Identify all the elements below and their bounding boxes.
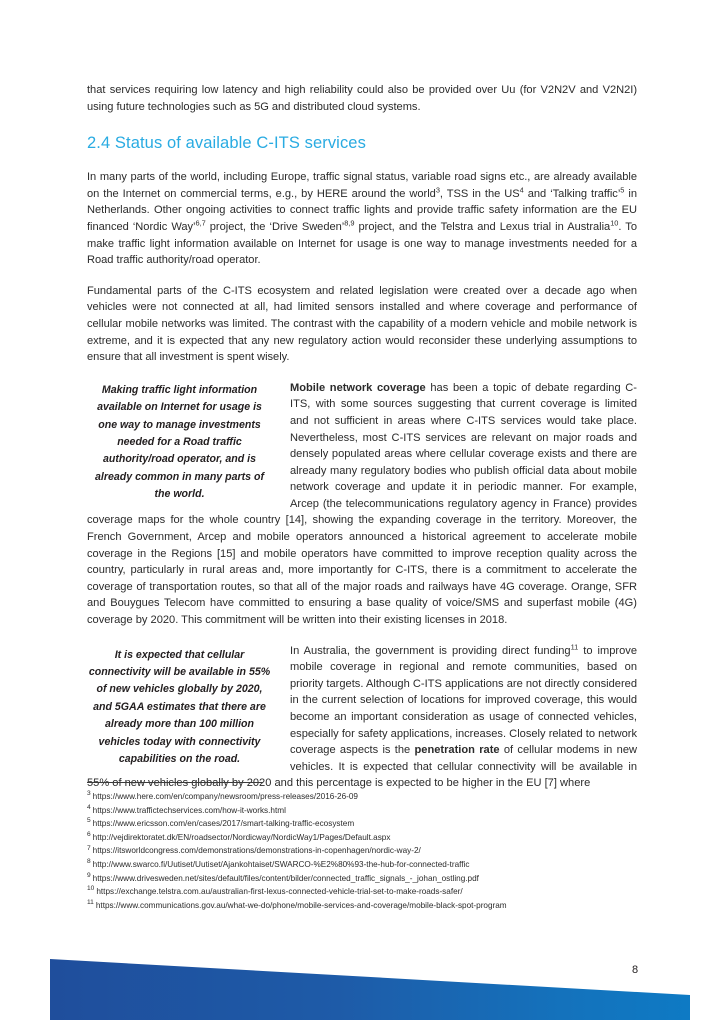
- text-run: project, the ‘Drive Sweden’: [205, 220, 345, 233]
- footnote-item: [87, 817, 647, 831]
- page-number: 8: [631, 964, 639, 976]
- footnote-number: 8: [87, 858, 91, 866]
- footnote-number: 11: [87, 899, 94, 907]
- paragraph-fundamental-parts: Fundamental parts of the C-ITS ecosystem and related legislation were created over a decade ago when vehicles were not connected at all, had limited sensors installed and where coverage and performance of cellular mobile networks was limited. The contrast with the capability of a modern vehicle and mobile network is extreme, and it is expected that any new regulatory action would reconsider these underlying assumptions to ensure that all investment is spent wisely.: [87, 284, 637, 364]
- pull-quote-cellular-connectivity: It is expected that cellular connectivity will be available in 55% of new vehicles globally by 2020, and 5GAA estimates that there are already more than 100 million vehicles today with connectivity capabilities on the road.: [88, 648, 271, 766]
- paragraph-world-services: [87, 169, 637, 269]
- footnote-item: [87, 831, 647, 845]
- page-content: [87, 82, 637, 806]
- footnote-url: https://www.drivesweden.net/sites/default/files/content/bilder/connected_traffic_signals_-_johan_ostling.pdf: [92, 873, 479, 883]
- footnote-url: http://vejdirektoratet.dk/EN/roadsector/Nordicway/NordicWay1/Pages/Default.aspx: [92, 832, 391, 842]
- coverage-flow-region: [87, 380, 637, 643]
- footer-wedge-shape: [0, 938, 724, 1024]
- footnote-section: [87, 782, 647, 912]
- pull-quote-traffic-light: Making traffic light information available on Internet for usage is one way to manage investments needed for a Road traffic authority/road operator, and is already common in many parts of the world.: [95, 383, 264, 501]
- text-run: has been a topic of debate regarding C-ITS, with some sources suggesting that current coverage is limited and not sufficient in areas where C-ITS services would take place. Nevertheless, most C-ITS services are relevant on major roads and densely populated areas where cellular coverage exists and there are already many regulatory bodies who publish official data about mobile network coverage and update it in periodic manner. For example, Arcep (the telecommunications regulatory agency in France) provides coverage maps for the whole country [14], showing the expanding coverage in the territory. Moreover, the French Government, Arcep and mobile operators announced a historical agreement to accelerate mobile coverage in the Regions [15] and mobile operators have committed to improve reception quality across the country, particularly in rural areas and, more importantly for C-ITS, there is a commitment to accelerate the coverage of transportation routes, so that all of the major roads and railways have 4G coverage. Orange, SFR and Bouygues Telecom have committed to ensuring a base quality of voice/SMS and superfast mobile (4G) coverage by 2020. This commitment will be written into their existing licenses in 2018.: [87, 381, 637, 627]
- footnote-number: 4: [87, 803, 91, 811]
- text-run: In many parts of the world, including Europe, traffic signal status, variable road signs etc., are already available on the Internet on commercial terms, e.g., by HERE around the world: [87, 171, 637, 200]
- footnote-separator-rule: [87, 782, 263, 783]
- footnote-number: 7: [87, 844, 91, 852]
- footnote-number: 5: [87, 817, 91, 825]
- footnote-item: [87, 844, 647, 858]
- lead-in-mobile-network-coverage: Mobile network coverage: [290, 381, 426, 394]
- footnote-item: [87, 872, 647, 886]
- footnote-url: https://www.here.com/en/company/newsroom/press-releases/2016-26-09: [92, 792, 358, 801]
- footnote-number: 10: [87, 885, 95, 893]
- footnote-ref-3: 3: [435, 185, 440, 195]
- footnote-ref-10: 10: [610, 218, 619, 228]
- footnote-ref-4: 4: [519, 185, 524, 195]
- footnote-number: 6: [87, 831, 91, 839]
- footnote-ref-8-9: 8,9: [344, 218, 355, 228]
- footnote-number: 9: [87, 871, 91, 879]
- footnote-list: [87, 790, 647, 912]
- text-run: project, and the Telstra and Lexus trial in Australia: [354, 220, 611, 233]
- footnote-item: [87, 899, 647, 913]
- text-run: and ‘Talking traffic’: [523, 187, 621, 200]
- text-run: in Netherlands. Other ongoing activities to connect traffic lights and provide traffic safety information are the EU financed ‘Nordic Way’: [87, 187, 637, 233]
- page-title: 2.4 Status of available C-ITS services: [87, 134, 366, 153]
- footnote-ref-6-7: 6,7: [195, 218, 206, 228]
- footnote-url: http://www.swarco.fi/Uutiset/Uutiset/Ajankohtaiset/SWARCO-%E2%80%93-the-hub-for-connected-traffic: [92, 859, 470, 869]
- footnote-item: [87, 790, 647, 804]
- footnote-url: https://exchange.telstra.com.au/australian-first-lexus-connected-vehicle-trial-set-to-make-roads-safer/: [96, 887, 463, 897]
- text-run: to improve mobile coverage in regional and remote communities, based on priority targets. Although C-ITS applications are not directly considered in the current selection of locations for improved coverage, this would become an important consideration as usage of connected vehicles, especially for safety applications, increases. Closely related to network coverage aspects is the: [290, 644, 637, 757]
- footnote-url: https://itsworldcongress.com/demonstrations/demonstrations-in-copenhagen/nordic-way-2/: [92, 846, 421, 856]
- footnote-url: https://www.communications.gov.au/what-we-do/phone/mobile-services-and-coverage/mobile-black-spot-program: [95, 900, 507, 910]
- footnote-item: [87, 858, 647, 872]
- lead-in-penetration-rate: penetration rate: [414, 744, 500, 757]
- footnote-ref-5: 5: [620, 185, 625, 195]
- text-run: In Australia, the government is providing direct funding: [290, 644, 571, 657]
- text-run: of cellular modems in new vehicles. It is expected that cellular connectivity will be available in 55% of new vehicles globally by 2020 and this percentage is expected to be higher in the EU [7] where: [87, 744, 637, 790]
- footnote-url: https://www.ericsson.com/en/cases/2017/smart-talking-traffic-ecosystem: [92, 819, 355, 829]
- footnote-item: [87, 885, 647, 899]
- text-run: . To make traffic light information available on Internet for usage is one way to manage investments needed for a Road traffic authority/road operator.: [87, 220, 637, 267]
- footer-decoration: [0, 938, 724, 1024]
- text-run: , TSS in the US: [439, 187, 520, 200]
- paragraph-intro: that services requiring low latency and high reliability could also be provided over Uu (for V2N2V and V2N2I) using future technologies such as 5G and distributed cloud systems.: [87, 84, 637, 113]
- footnote-url: https://www.traffictechservices.com/how-it-works.html: [92, 805, 286, 815]
- footnote-item: [87, 804, 647, 818]
- footnote-number: 3: [87, 790, 91, 798]
- footnote-ref-11: 11: [570, 641, 579, 651]
